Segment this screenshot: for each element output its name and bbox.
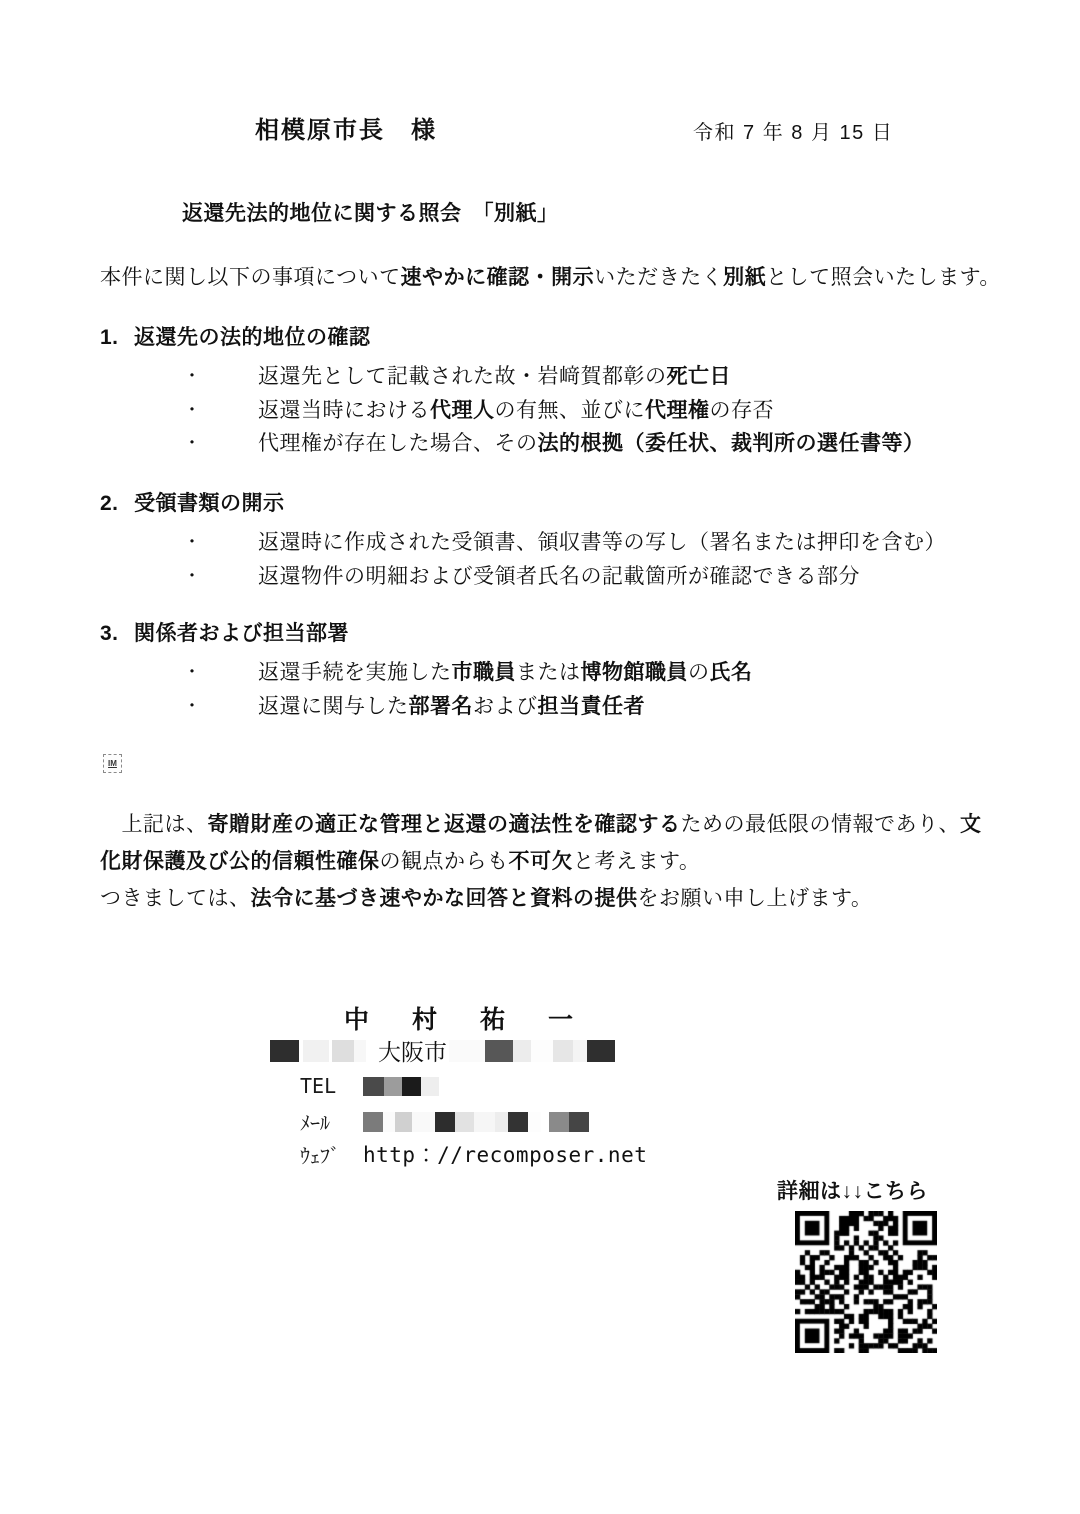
address-line [270,1039,615,1065]
email-label: ﾒｰﾙ [300,1111,330,1135]
list-item [100,394,925,428]
list-item [100,427,925,461]
recipient-line: 相模原市長 様 [255,117,437,144]
address-visible-text: 大阪市 [378,1039,447,1065]
list-item-text: 返還当時における代理人の有無、並びに代理権の存否 [258,398,774,422]
list-item [100,526,946,560]
broken-image-label: IM [108,759,117,768]
signer-name: 中 村 祐 一 [344,1006,583,1034]
bullet-list [100,656,753,723]
list-item-text: 返還手続を実施した市職員または博物館職員の氏名 [258,661,753,684]
section-staff-departments [100,617,753,723]
section-number: 3. [100,622,119,645]
website-url: http：//recomposer.net [363,1143,648,1167]
closing-paragraph-1: 上記は、寄贈財産の適正な管理と返還の適法性を確認するための最低限の情報であり、文化財保護及び公的信頼性確保の観点からも不可欠と考えます。 [100,813,982,873]
section-number: 1. [100,326,119,349]
section-title: 返還先の法的地位の確認 [134,326,371,349]
closing-paragraph-2: つきましては、法令に基づき速やかな回答と資料の提供をお願い申し上げます。 [100,887,873,910]
email-row [300,1107,589,1136]
list-item-text: 返還先として記載された故・岩﨑賀都彰の死亡日 [258,365,731,388]
bullet-dot: ・ [183,662,201,682]
redaction-blocks [363,1077,439,1096]
list-item-text: 代理権が存在した場合、その法的根拠（委任状、裁判所の選任書等） [258,432,925,455]
list-item [100,690,753,724]
tel-row [300,1074,439,1098]
list-item-text: 返還に関与した部署名および担当責任者 [258,694,645,718]
redaction-blocks [270,1040,366,1062]
section-receipt-docs [100,487,946,593]
web-label: ｳｪﾌﾞ [300,1143,340,1168]
list-item [100,656,753,690]
bullet-list [100,526,946,593]
qr-caption: 詳細は↓↓こちら [777,1180,928,1203]
redaction-blocks [363,1112,589,1132]
bullet-dot: ・ [183,366,201,386]
section-heading [100,487,946,517]
subject-title: 返還先法的地位に関する照会 「別紙」 [182,202,559,225]
bullet-dot: ・ [183,532,201,552]
bullet-list [100,360,925,461]
intro-paragraph: 本件に関し以下の事項について速やかに確認・開示いただきたく別紙として照会いたします。 [100,266,1001,289]
list-item-text: 返還物件の明細および受領者氏名の記載箇所が確認できる部分 [258,564,860,588]
section-title: 関係者および担当部署 [134,622,349,645]
tel-label: TEL [300,1074,337,1098]
section-title: 受領書類の開示 [134,492,285,515]
section-heading [100,617,753,647]
bullet-dot: ・ [183,565,201,586]
web-row [300,1139,647,1169]
date-line: 令和 7 年 8 月 15 日 [693,122,894,144]
redaction-blocks [449,1040,615,1062]
section-heading [100,321,925,351]
list-item-text: 返還時に作成された受領書、領収書等の写し（署名または押印を含む） [258,531,946,554]
bullet-dot: ・ [183,695,201,716]
section-legal-status [100,321,925,461]
closing-paragraphs [100,806,992,917]
broken-image-icon [103,754,122,773]
bullet-dot: ・ [183,433,201,453]
list-item [100,360,925,394]
list-item [100,560,946,594]
qr-code [795,1211,937,1353]
section-number: 2. [100,492,119,515]
bullet-dot: ・ [183,399,201,420]
